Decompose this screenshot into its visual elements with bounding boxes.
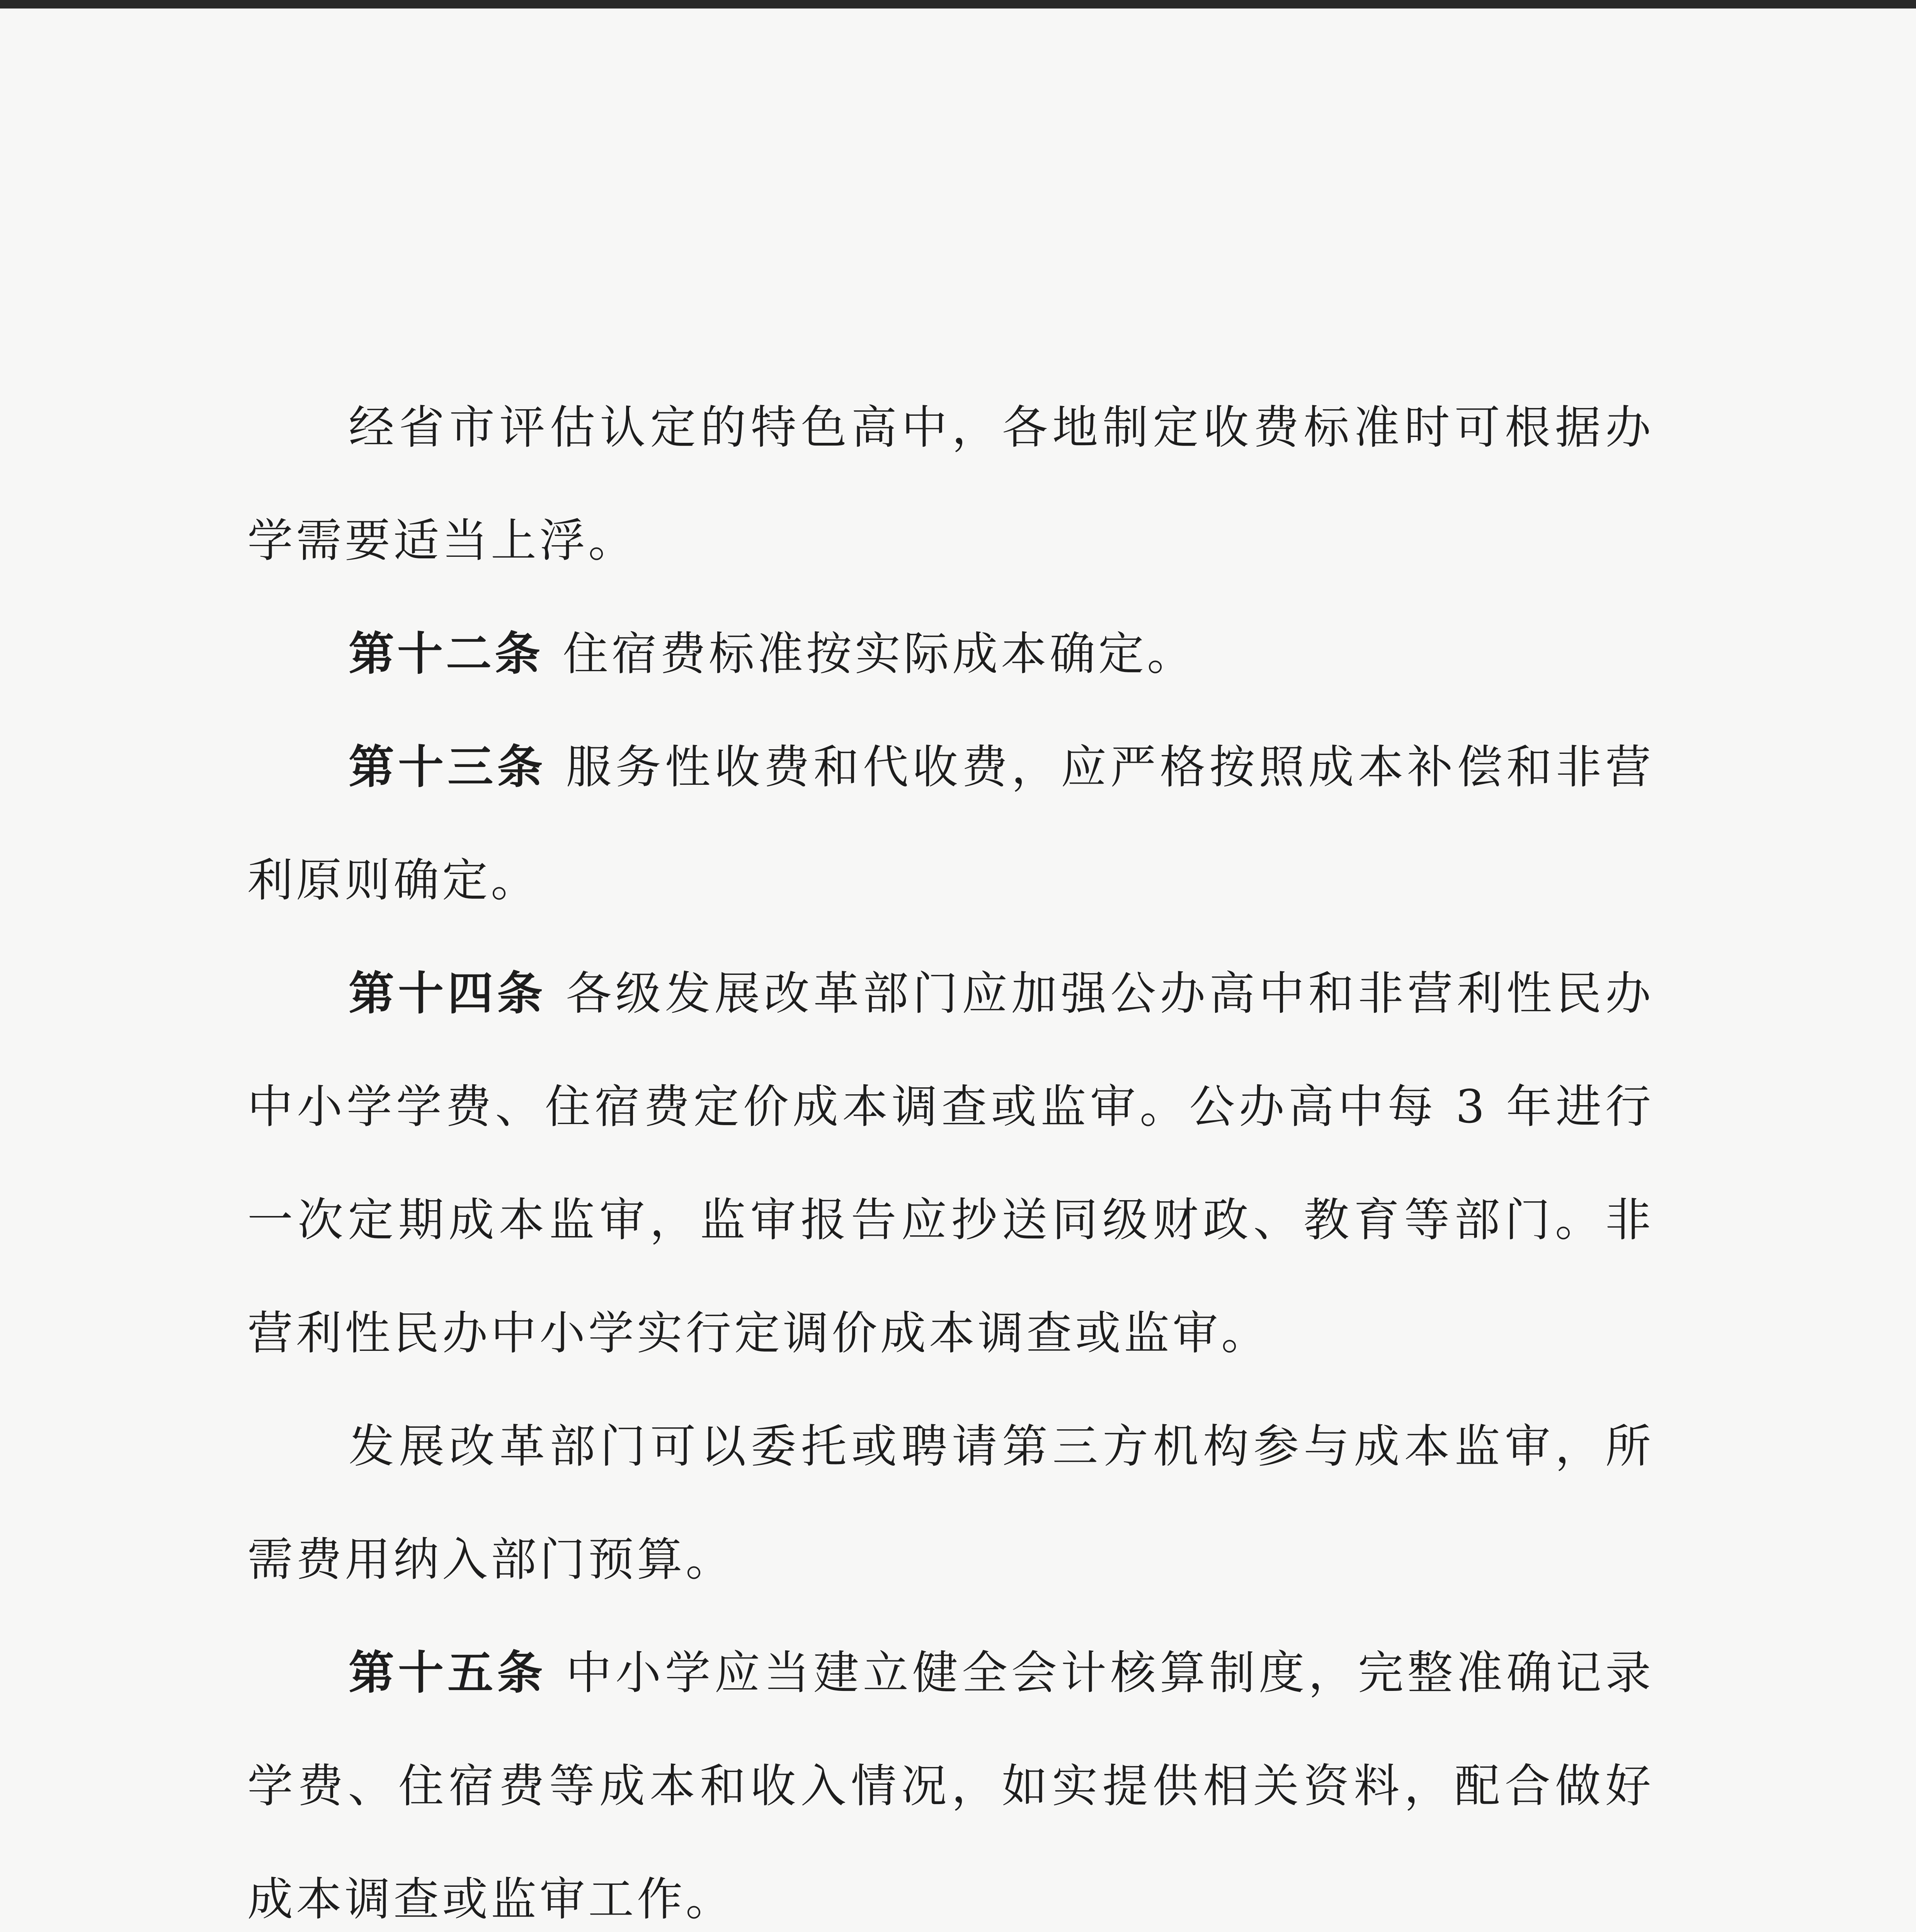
article-13 <box>247 711 1654 937</box>
article-15 <box>247 1616 1654 1932</box>
article-14-number: 第十四条 <box>349 967 547 1020</box>
article-15-number: 第十五条 <box>349 1646 547 1699</box>
article-14-paragraph-2 <box>247 1390 1654 1616</box>
paragraph-1 <box>247 371 1654 597</box>
article-12-number: 第十二条 <box>349 627 544 680</box>
article-14 <box>247 937 1654 1390</box>
body-text <box>247 371 1654 1932</box>
article-12 <box>247 597 1654 711</box>
paragraph-1-text: 经省市评估认定的特色高中，各地制定收费标准时可根据办学需要适当上浮。 <box>247 401 1654 567</box>
article-14-paragraph-2-text: 发展改革部门可以委托或聘请第三方机构参与成本监审，所需费用纳入部门预算。 <box>247 1420 1654 1586</box>
article-15-text: 中小学应当建立健全会计核算制度，完整准确记录学费、住宿费等成本和收入情况，如实提供相关资料，配合做好成本调查或监审工作。 <box>247 1646 1654 1926</box>
article-14-text: 各级发展改革部门应加强公办高中和非营利性民办中小学学费、住宿费定价成本调查或监审。公办高中每 3 年进行一次定期成本监审，监审报告应抄送同级财政、教育等部门。非营利性民办中小学实行定调价成本调查或监审。 <box>247 967 1654 1360</box>
article-13-number: 第十三条 <box>349 740 547 794</box>
article-13-text: 服务性收费和代收费，应严格按照成本补偿和非营利原则确定。 <box>247 740 1654 907</box>
scan-top-edge <box>0 0 1916 9</box>
article-12-text: 住宿费标准按实际成本确定。 <box>563 627 1196 680</box>
